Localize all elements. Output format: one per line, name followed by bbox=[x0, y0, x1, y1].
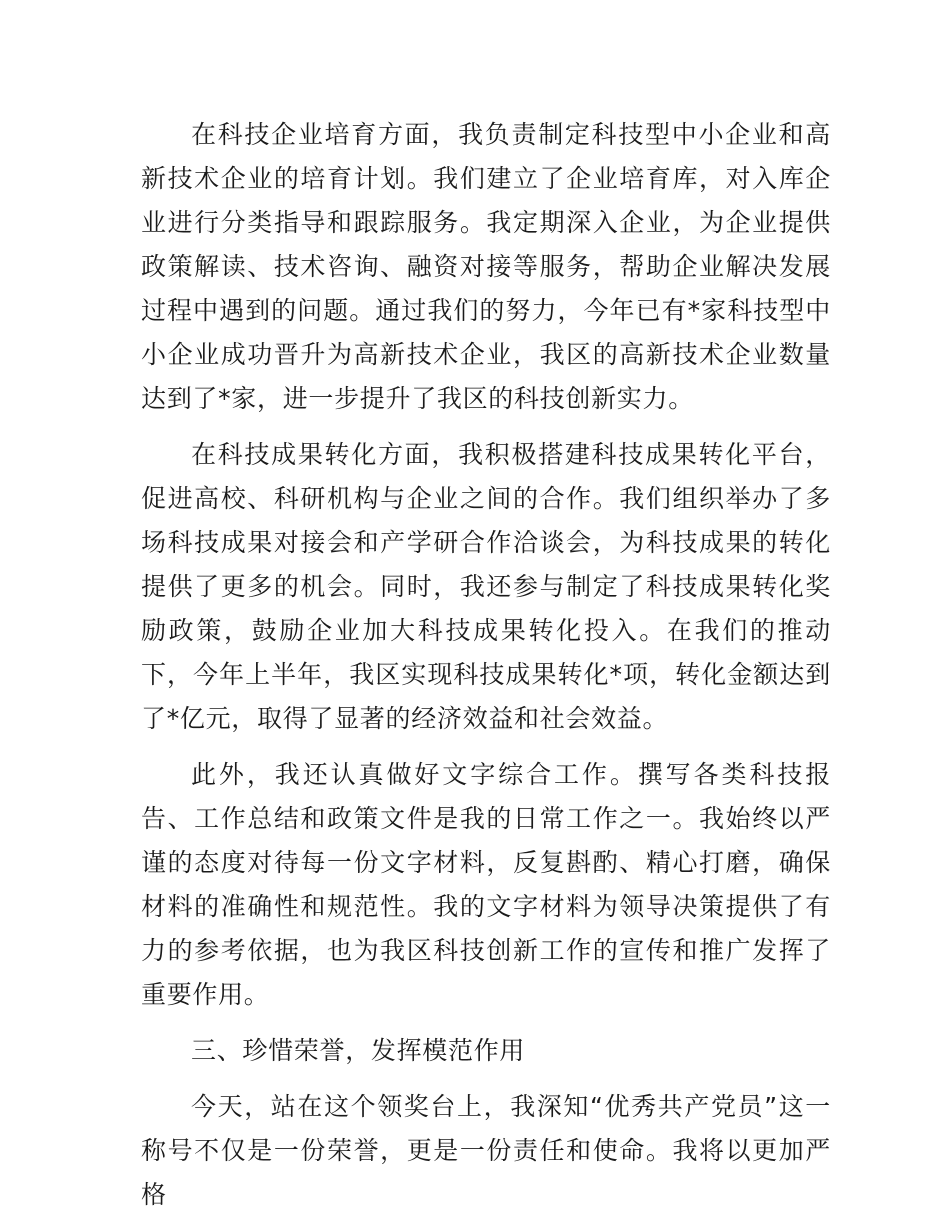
paragraph-writing-work: 此外，我还认真做好文字综合工作。撰写各类科技报告、工作总结和政策文件是我的日常工作之一。我始终以严谨的态度对待每一份文字材料，反复斟酌、精心打磨，确保材料的准确性和规范性。我的文字材料为领导决策提供了有力的参考依据，也为我区科技创新工作的宣传和推广发挥了重要作用。 bbox=[141, 760, 831, 1009]
paragraph-achievement-transformation: 在科技成果转化方面，我积极搭建科技成果转化平台，促进高校、科研机构与企业之间的合作。我们组织举办了多场科技成果对接会和产学研合作洽谈会，为科技成果的转化提供了更多的机会。同时，我还参与制定了科技成果转化奖励政策，鼓励企业加大科技成果转化投入。在我们的推动下，今年上半年，我区实现科技成果转化*项，转化金额达到了*亿元，取得了显著的经济效益和社会效益。 bbox=[141, 440, 831, 733]
document-body bbox=[141, 113, 831, 1229]
paragraph-closing: 今天，站在这个领奖台上，我深知“优秀共产党员”这一称号不仅是一份荣誉，更是一份责任和使命。我将以更加严格 bbox=[141, 1092, 831, 1209]
paragraph-enterprise-cultivation: 在科技企业培育方面，我负责制定科技型中小企业和高新技术企业的培育计划。我们建立了企业培育库，对入库企业进行分类指导和跟踪服务。我定期深入企业，为企业提供政策解读、技术咨询、融资对接等服务，帮助企业解决发展过程中遇到的问题。通过我们的努力，今年已有*家科技型中小企业成功晋升为高新技术企业，我区的高新技术企业数量达到了*家，进一步提升了我区的科技创新实力。 bbox=[141, 120, 831, 413]
section-heading: 三、珍惜荣誉，发挥模范作用 bbox=[191, 1036, 526, 1065]
